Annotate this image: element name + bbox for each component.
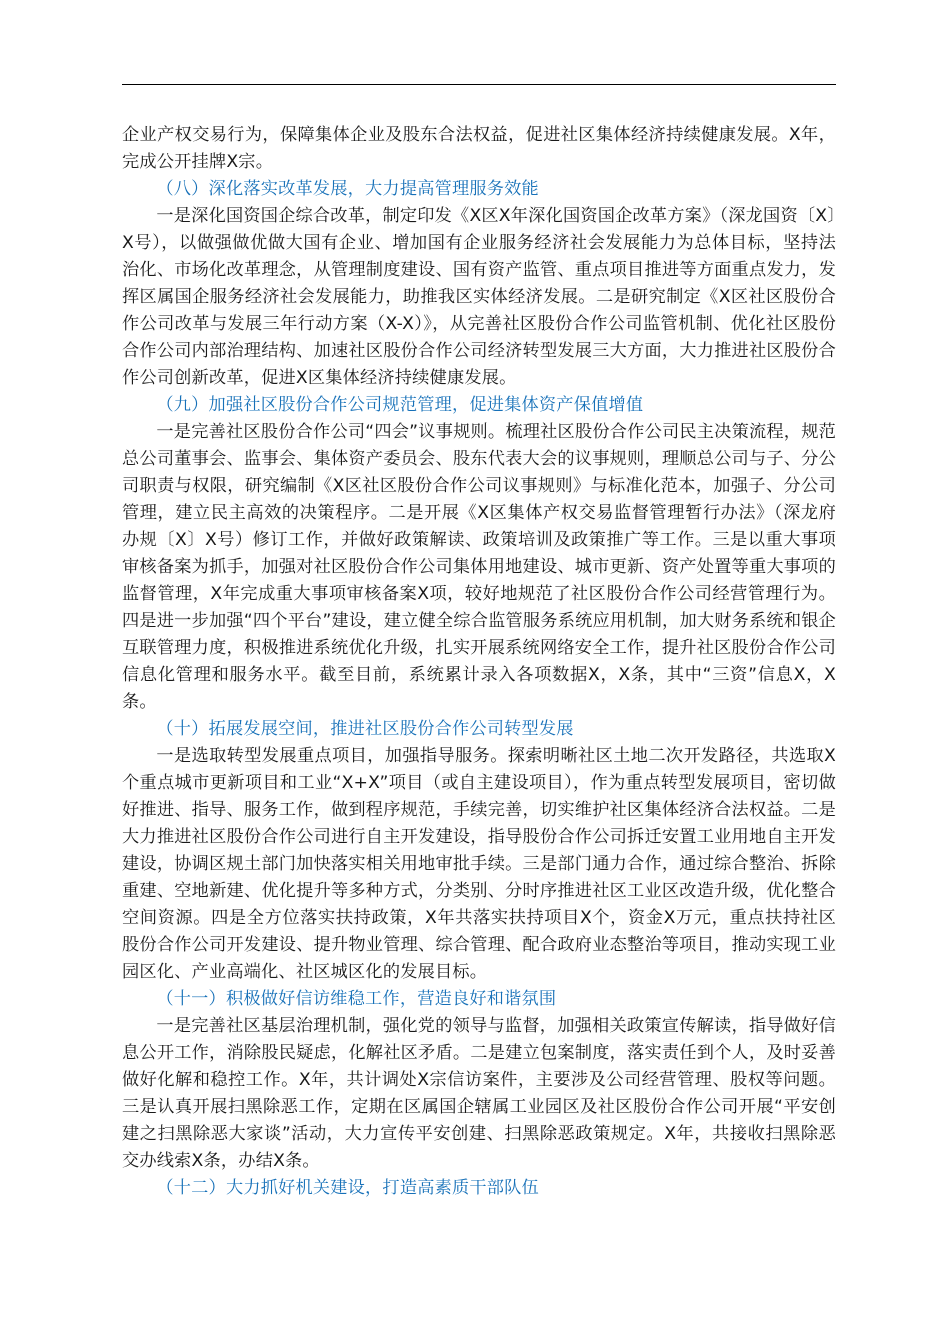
section-heading-8: （八）深化落实改革发展，大力提高管理服务效能 [156, 179, 539, 199]
section-heading-12: （十二）大力抓好机关建设，打造高素质干部队伍 [156, 1178, 539, 1198]
paragraph-continued: 企业产权交易行为，保障集体企业及股东合法权益，促进社区集体经济持续健康发展。X年，完成公开挂牌X宗。 [122, 125, 836, 172]
document-body [122, 122, 836, 1202]
section-heading-11: （十一）积极做好信访维稳工作，营造良好和谐氛围 [156, 989, 557, 1009]
paragraph-section-10: 一是选取转型发展重点项目，加强指导服务。探索明晰社区土地二次开发路径，共选取X个重点城市更新项目和工业“X+X”项目（或自主建设项目），作为重点转型发展项目，密切做好推进、指导、服务工作，做到程序规范，手续完善，切实维护社区集体经济合法权益。二是大力推进社区股份合作公司进行自主开发建设，指导股份合作公司拆迁安置工业用地自主开发建设，协调区规土部门加快落实相关用地审批手续。三是部门通力合作，通过综合整治、拆除重建、空地新建、优化提升等多种方式，分类别、分时序推进社区工业区改造升级，优化整合空间资源。四是全方位落实扶持政策，X年共落实扶持项目X个，资金X万元，重点扶持社区股份合作公司开发建设、提升物业管理、综合管理、配合政府业态整治等项目，推动实现工业园区化、产业高端化、社区城区化的发展目标。 [122, 746, 836, 982]
paragraph-section-8: 一是深化国资国企综合改革，制定印发《X区X年深化国资国企改革方案》（深龙国资〔X〕X号），以做强做优做大国有企业、增加国有企业服务经济社会发展能力为总体目标，坚持法治化、市场化改革理念，从管理制度建设、国有资产监管、重点项目推进等方面重点发力，发挥区属国企服务经济社会发展能力，助推我区实体经济发展。二是研究制定《X区社区股份合作公司改革与发展三年行动方案（X-X）》，从完善社区股份合作公司监管机制、优化社区股份合作公司内部治理结构、加速社区股份合作公司经济转型发展三大方面，大力推进社区股份合作公司创新改革，促进X区集体经济持续健康发展。 [122, 206, 836, 388]
header-rule [122, 84, 836, 85]
section-heading-9: （九）加强社区股份合作公司规范管理，促进集体资产保值增值 [156, 395, 644, 415]
paragraph-section-9: 一是完善社区股份合作公司“四会”议事规则。梳理社区股份合作公司民主决策流程，规范总公司董事会、监事会、集体资产委员会、股东代表大会的议事规则，理顺总公司与子、分公司职责与权限，研究编制《X区社区股份合作公司议事规则》与标准化范本，加强子、分公司管理，建立民主高效的决策程序。二是开展《X区集体产权交易监督管理暂行办法》（深龙府办规〔X〕X号）修订工作，并做好政策解读、政策培训及政策推广等工作。三是以重大事项审核备案为抓手，加强对社区股份合作公司集体用地建设、城市更新、资产处置等重大事项的监督管理，X年完成重大事项审核备案X项，较好地规范了社区股份合作公司经营管理行为。四是进一步加强“四个平台”建设，建立健全综合监管服务系统应用机制，加大财务系统和银企互联管理力度，积极推进系统优化升级，扎实开展系统网络安全工作，提升社区股份合作公司信息化管理和服务水平。截至目前，系统累计录入各项数据X，X条，其中“三资”信息X，X条。 [122, 422, 836, 712]
section-heading-10: （十）拓展发展空间，推进社区股份合作公司转型发展 [156, 719, 574, 739]
paragraph-section-11: 一是完善社区基层治理机制，强化党的领导与监督，加强相关政策宣传解读，指导做好信息公开工作，消除股民疑虑，化解社区矛盾。二是建立包案制度，落实责任到个人，及时妥善做好化解和稳控工作。X年，共计调处X宗信访案件，主要涉及公司经营管理、股权等问题。三是认真开展扫黑除恶工作，定期在区属国企辖属工业园区及社区股份合作公司开展“平安创建之扫黑除恶大家谈”活动，大力宣传平安创建、扫黑除恶政策规定。X年，共接收扫黑除恶交办线索X条，办结X条。 [122, 1016, 836, 1171]
